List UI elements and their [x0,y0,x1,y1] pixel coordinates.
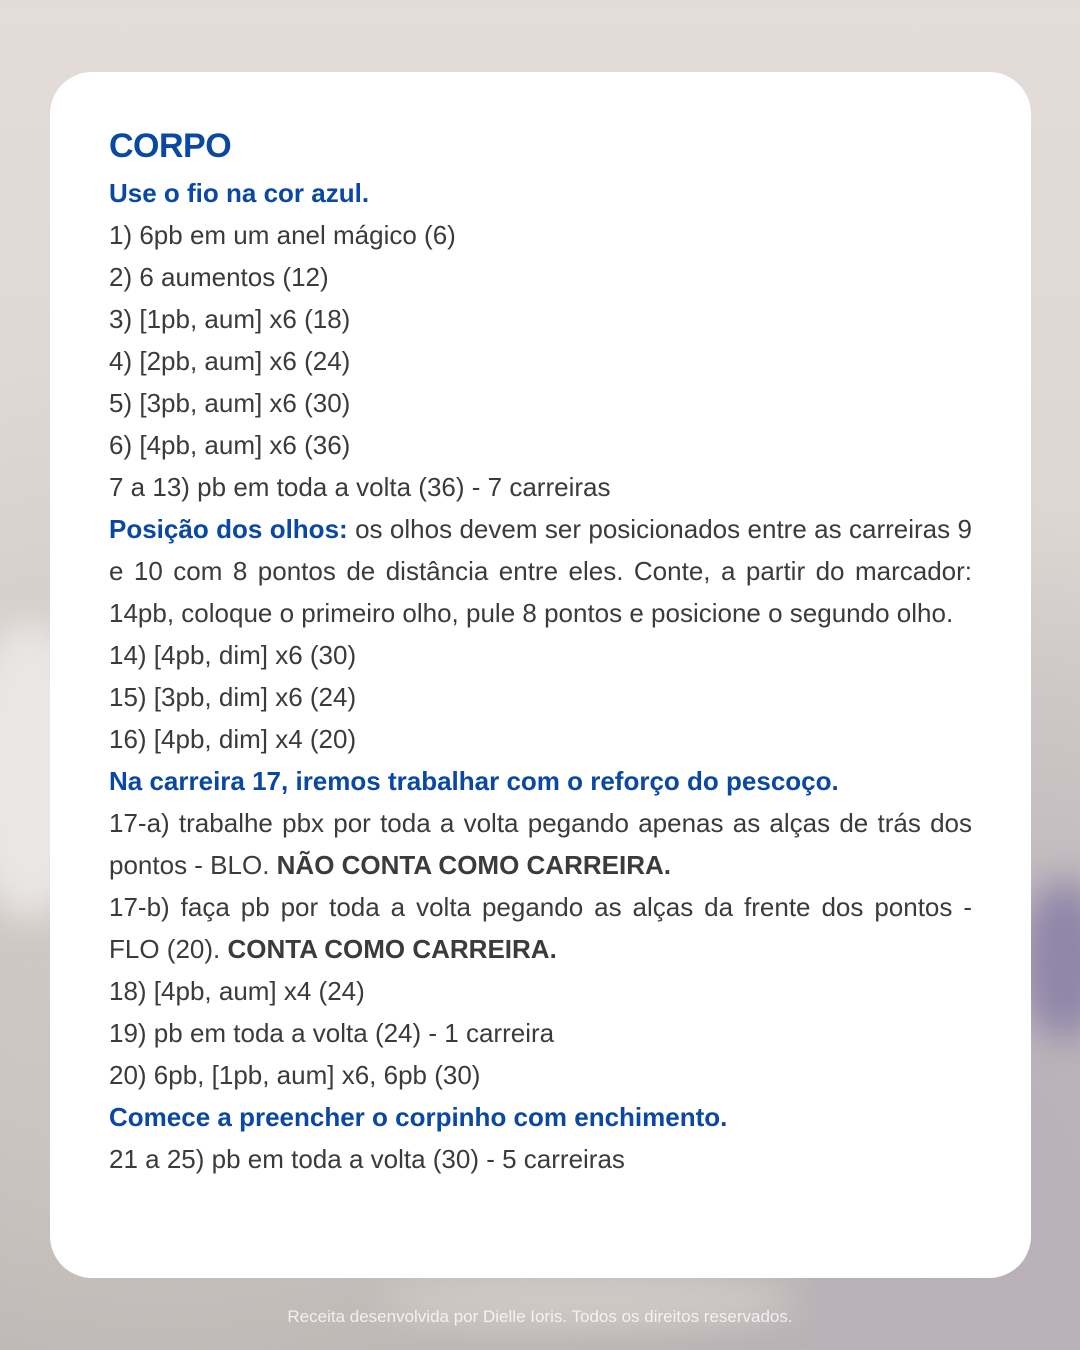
instruction-highlight: Na carreira 17, iremos trabalhar com o reforço do pescoço. [109,766,839,796]
instruction-highlight: Comece a preencher o corpinho com enchimento. [109,1102,728,1132]
section-title: CORPO [109,127,232,165]
step-17b-note: CONTA COMO CARREIRA. [227,934,557,964]
step-17b-text: 17-b) faça pb por toda a volta pegando as alças da frente dos pontos - FLO (20). [109,892,972,964]
eyes-position-paragraph [109,508,972,634]
instruction-highlight: Use o fio na cor azul. [109,178,370,208]
instruction-row: 5) [3pb, aum] x6 (30) [109,388,351,418]
recipe-card [50,72,1031,1278]
step-17a-paragraph [109,802,972,886]
instruction-row: 4) [2pb, aum] x6 (24) [109,346,351,376]
instruction-row: 3) [1pb, aum] x6 (18) [109,304,351,334]
instruction-row: 2) 6 aumentos (12) [109,262,329,292]
instruction-row: 7 a 13) pb em toda a volta (36) - 7 carreiras [109,472,611,502]
instruction-row: 6) [4pb, aum] x6 (36) [109,430,351,460]
copyright-text: Receita desenvolvida por Dielle Ioris. Todos os direitos reservados. [287,1307,793,1326]
instruction-row: 21 a 25) pb em toda a volta (30) - 5 carreiras [109,1144,625,1174]
instruction-row: 15) [3pb, dim] x6 (24) [109,682,357,712]
eyes-position-label: Posição dos olhos: [109,514,348,544]
instruction-row: 16) [4pb, dim] x4 (20) [109,724,357,754]
step-17b-paragraph [109,886,972,970]
instruction-row: 14) [4pb, dim] x6 (30) [109,640,357,670]
instruction-row: 19) pb em toda a volta (24) - 1 carreira [109,1018,555,1048]
step-17a-note: NÃO CONTA COMO CARREIRA. [276,850,671,880]
instruction-row: 1) 6pb em um anel mágico (6) [109,220,456,250]
instruction-row: 20) 6pb, [1pb, aum] x6, 6pb (30) [109,1060,481,1090]
step-17a-text: 17-a) trabalhe pbx por toda a volta pegando apenas as alças de trás dos pontos - BLO. [109,808,972,880]
copyright-footer [0,1305,1080,1329]
eyes-position-text: os olhos devem ser posicionados entre as carreiras 9 e 10 com 8 pontos de distância entre eles. Conte, a partir do marcador: 14pb, coloque o primeiro olho, pule 8 pontos e posicione o segundo olho. [109,514,972,628]
instruction-row: 18) [4pb, aum] x4 (24) [109,976,365,1006]
